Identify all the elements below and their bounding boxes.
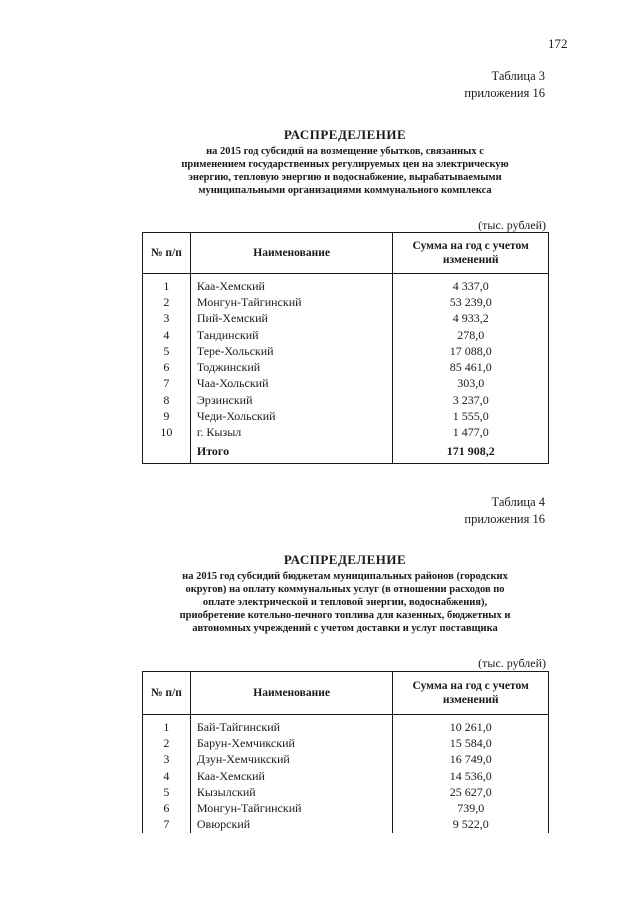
row-sum: 303,0 <box>393 376 549 392</box>
row-name: Эрзинский <box>190 392 393 408</box>
page-number: 172 <box>548 36 568 51</box>
table3-title: РАСПРЕДЕЛЕНИЕ <box>283 127 407 142</box>
table-row <box>143 343 549 359</box>
table3 <box>142 232 549 464</box>
table4-title: РАСПРЕДЕЛЕНИЕ <box>283 552 407 567</box>
row-sum: 17 088,0 <box>393 343 549 359</box>
table4-subtitle-line: оплате электрической и тепловой энергии, водоснабжения), <box>202 597 488 608</box>
table-row <box>143 784 549 800</box>
table-row <box>143 752 549 768</box>
table4-subtitle-line: на 2015 год субсидий бюджетам муниципальных районов (городских <box>182 571 508 582</box>
table3-reference-line1: Таблица 3 <box>491 69 545 83</box>
table-row <box>143 274 549 295</box>
column-header-name: Наименование <box>190 672 393 715</box>
total-row-number <box>143 441 191 464</box>
row-number: 4 <box>143 768 191 784</box>
row-name: Бай-Тайгинский <box>190 715 393 736</box>
table3-reference <box>464 68 545 102</box>
column-header-name: Наименование <box>190 233 393 274</box>
row-number: 5 <box>143 784 191 800</box>
table3-subtitle-line: энергию, тепловую энергию и водоснабжение, вырабатываемыми <box>188 172 502 183</box>
table4-reference <box>464 494 545 528</box>
row-sum: 4 933,2 <box>393 311 549 327</box>
column-header-sum: Сумма на год с учетом изменений <box>393 233 549 274</box>
table3-subtitle <box>135 145 555 197</box>
row-name: Кызылский <box>190 784 393 800</box>
row-sum: 10 261,0 <box>393 715 549 736</box>
row-name: Каа-Хемский <box>190 274 393 295</box>
row-number: 4 <box>143 327 191 343</box>
total-sum: 171 908,2 <box>393 441 549 464</box>
table3-subtitle-line: на 2015 год субсидий на возмещение убытков, связанных с <box>206 146 484 157</box>
table4-subtitle-line: округов) на оплату коммунальных услуг (в отношении расходов по <box>185 584 505 595</box>
row-number: 9 <box>143 408 191 424</box>
table-row <box>143 817 549 833</box>
table3-units: (тыс. рублей) <box>478 218 546 232</box>
row-name: Чеди-Хольский <box>190 408 393 424</box>
row-number: 10 <box>143 425 191 441</box>
row-number: 1 <box>143 274 191 295</box>
table-row <box>143 425 549 441</box>
row-number: 2 <box>143 294 191 310</box>
row-name: Барун-Хемчикский <box>190 735 393 751</box>
row-name: Монгун-Тайгинский <box>190 800 393 816</box>
row-sum: 85 461,0 <box>393 359 549 375</box>
row-number: 7 <box>143 817 191 833</box>
row-sum: 3 237,0 <box>393 392 549 408</box>
table4-reference-line1: Таблица 4 <box>491 495 545 509</box>
row-number: 6 <box>143 800 191 816</box>
table-row <box>143 311 549 327</box>
row-name: Монгун-Тайгинский <box>190 294 393 310</box>
table-row <box>143 408 549 424</box>
table3-header-row <box>143 233 549 274</box>
row-name: Чаа-Хольский <box>190 376 393 392</box>
row-sum: 739,0 <box>393 800 549 816</box>
row-name: Тандинский <box>190 327 393 343</box>
row-sum: 16 749,0 <box>393 752 549 768</box>
table-row <box>143 376 549 392</box>
table3-reference-line2: приложения 16 <box>464 86 545 100</box>
row-sum: 14 536,0 <box>393 768 549 784</box>
row-sum: 25 627,0 <box>393 784 549 800</box>
row-number: 3 <box>143 752 191 768</box>
table-row <box>143 294 549 310</box>
row-sum: 278,0 <box>393 327 549 343</box>
row-name: Овюрский <box>190 817 393 833</box>
row-sum: 1 555,0 <box>393 408 549 424</box>
table3-total-row <box>143 441 549 464</box>
table-row <box>143 392 549 408</box>
row-name: Пий-Хемский <box>190 311 393 327</box>
row-number: 1 <box>143 715 191 736</box>
table4-subtitle-line: приобретение котельно-печного топлива для казенных, бюджетных и <box>179 610 511 621</box>
row-sum: 1 477,0 <box>393 425 549 441</box>
row-name: Дзун-Хемчикский <box>190 752 393 768</box>
row-name: г. Кызыл <box>190 425 393 441</box>
table4-reference-line2: приложения 16 <box>464 512 545 526</box>
table4-units: (тыс. рублей) <box>478 656 546 670</box>
column-header-sum: Сумма на год с учетом изменений <box>393 672 549 715</box>
row-sum: 9 522,0 <box>393 817 549 833</box>
row-sum: 53 239,0 <box>393 294 549 310</box>
row-sum: 4 337,0 <box>393 274 549 295</box>
row-number: 8 <box>143 392 191 408</box>
table-row <box>143 359 549 375</box>
table4-header-row <box>143 672 549 715</box>
row-number: 2 <box>143 735 191 751</box>
table3-subtitle-line: применением государственных регулируемых цен на электрическую <box>181 159 509 170</box>
table-row <box>143 768 549 784</box>
table-row <box>143 327 549 343</box>
table-row <box>143 800 549 816</box>
table4-subtitle <box>135 570 555 635</box>
row-number: 6 <box>143 359 191 375</box>
row-number: 7 <box>143 376 191 392</box>
table4-subtitle-line: автономных учреждений с учетом доставки и услуг поставщика <box>192 623 498 634</box>
column-header-number: № п/п <box>143 672 191 715</box>
row-name: Тоджинский <box>190 359 393 375</box>
column-header-number: № п/п <box>143 233 191 274</box>
row-name: Тере-Хольский <box>190 343 393 359</box>
table3-subtitle-line: муниципальными организациями коммунального комплекса <box>198 185 492 196</box>
row-name: Каа-Хемский <box>190 768 393 784</box>
row-number: 5 <box>143 343 191 359</box>
table-row <box>143 715 549 736</box>
row-sum: 15 584,0 <box>393 735 549 751</box>
total-label: Итого <box>190 441 393 464</box>
table-row <box>143 735 549 751</box>
row-number: 3 <box>143 311 191 327</box>
table4 <box>142 671 549 833</box>
